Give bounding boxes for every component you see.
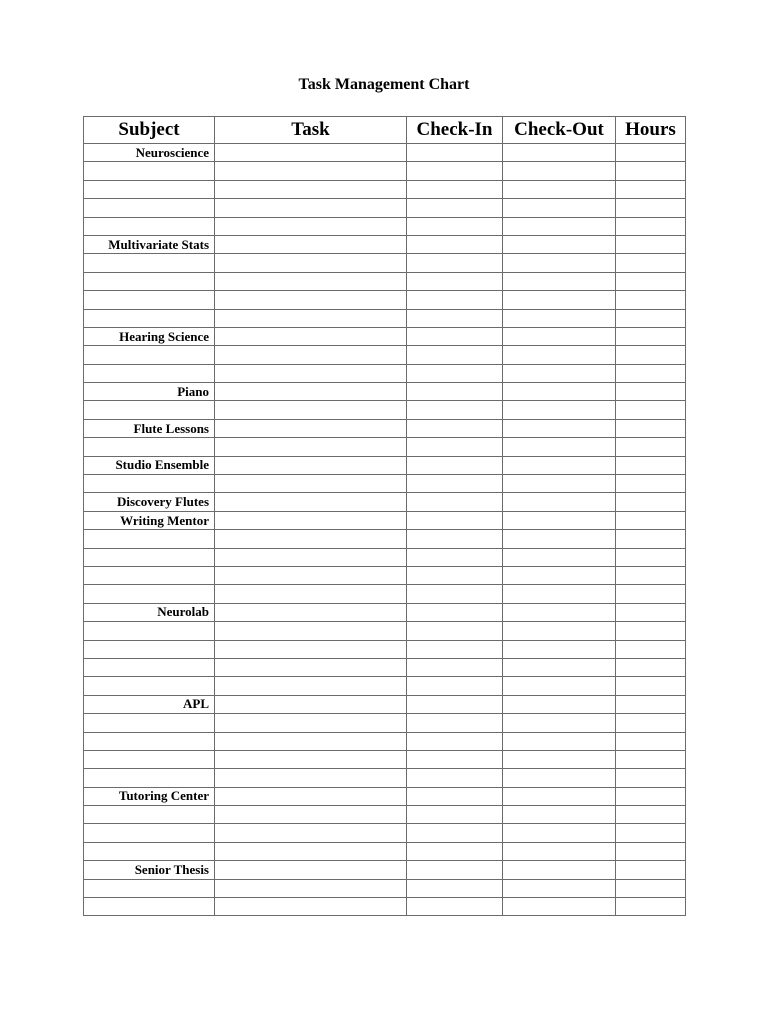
- table-row: [84, 217, 686, 235]
- hours-cell[interactable]: [616, 199, 686, 217]
- hours-cell[interactable]: [616, 327, 686, 345]
- task-cell[interactable]: [215, 475, 407, 493]
- check-out-cell[interactable]: [503, 898, 616, 916]
- hours-cell[interactable]: [616, 732, 686, 750]
- check-out-cell[interactable]: [503, 346, 616, 364]
- subject-cell: APL: [84, 695, 215, 713]
- table-row: [84, 235, 686, 253]
- task-cell[interactable]: [215, 327, 407, 345]
- table-row: [84, 199, 686, 217]
- table-row: [84, 769, 686, 787]
- check-out-cell[interactable]: [503, 511, 616, 529]
- subject-cell: Studio Ensemble: [84, 456, 215, 474]
- check-in-cell[interactable]: [407, 144, 503, 162]
- table-row: [84, 824, 686, 842]
- table-row: [84, 603, 686, 621]
- subject-cell: [84, 530, 215, 548]
- check-out-cell[interactable]: [503, 180, 616, 198]
- table-row: [84, 898, 686, 916]
- hours-cell[interactable]: [616, 162, 686, 180]
- check-in-cell[interactable]: [407, 438, 503, 456]
- task-cell[interactable]: [215, 695, 407, 713]
- table-row: [84, 327, 686, 345]
- column-header-task: Task: [215, 117, 407, 144]
- check-out-cell[interactable]: [503, 254, 616, 272]
- subject-cell: Discovery Flutes: [84, 493, 215, 511]
- hours-cell[interactable]: [616, 658, 686, 676]
- hours-cell[interactable]: [616, 806, 686, 824]
- subject-cell: [84, 438, 215, 456]
- table-row: [84, 493, 686, 511]
- check-out-cell[interactable]: [503, 769, 616, 787]
- task-cell[interactable]: [215, 603, 407, 621]
- table-row: [84, 346, 686, 364]
- check-out-cell[interactable]: [503, 530, 616, 548]
- task-cell[interactable]: [215, 254, 407, 272]
- hours-cell[interactable]: [616, 272, 686, 290]
- subject-cell: [84, 750, 215, 768]
- hours-cell[interactable]: [616, 144, 686, 162]
- column-header-check-out: Check-Out: [503, 117, 616, 144]
- check-in-cell[interactable]: [407, 769, 503, 787]
- check-out-cell[interactable]: [503, 493, 616, 511]
- table-row: [84, 879, 686, 897]
- hours-cell[interactable]: [616, 879, 686, 897]
- check-out-cell[interactable]: [503, 309, 616, 327]
- task-cell[interactable]: [215, 714, 407, 732]
- subject-cell: [84, 346, 215, 364]
- table-row: [84, 548, 686, 566]
- check-out-cell[interactable]: [503, 842, 616, 860]
- table-row: [84, 272, 686, 290]
- check-in-cell[interactable]: [407, 879, 503, 897]
- subject-cell: [84, 732, 215, 750]
- task-cell[interactable]: [215, 162, 407, 180]
- check-in-cell[interactable]: [407, 566, 503, 584]
- check-in-cell[interactable]: [407, 364, 503, 382]
- check-out-cell[interactable]: [503, 658, 616, 676]
- task-cell[interactable]: [215, 842, 407, 860]
- subject-cell: [84, 309, 215, 327]
- hours-cell[interactable]: [616, 511, 686, 529]
- check-out-cell[interactable]: [503, 806, 616, 824]
- subject-cell: [84, 677, 215, 695]
- table-row: [84, 419, 686, 437]
- column-header-check-in: Check-In: [407, 117, 503, 144]
- hours-cell[interactable]: [616, 401, 686, 419]
- task-cell[interactable]: [215, 511, 407, 529]
- subject-cell: [84, 658, 215, 676]
- check-out-cell[interactable]: [503, 235, 616, 253]
- check-in-cell[interactable]: [407, 272, 503, 290]
- table-row: [84, 677, 686, 695]
- task-cell[interactable]: [215, 438, 407, 456]
- table-row: [84, 456, 686, 474]
- table-row: [84, 622, 686, 640]
- table-row: [84, 750, 686, 768]
- check-out-cell[interactable]: [503, 475, 616, 493]
- hours-cell[interactable]: [616, 548, 686, 566]
- check-out-cell[interactable]: [503, 566, 616, 584]
- subject-cell: [84, 254, 215, 272]
- task-cell[interactable]: [215, 493, 407, 511]
- task-cell[interactable]: [215, 401, 407, 419]
- subject-cell: Piano: [84, 383, 215, 401]
- subject-cell: [84, 824, 215, 842]
- subject-cell: [84, 291, 215, 309]
- task-cell[interactable]: [215, 750, 407, 768]
- table-row: [84, 861, 686, 879]
- task-cell[interactable]: [215, 806, 407, 824]
- check-out-cell[interactable]: [503, 640, 616, 658]
- table-row: [84, 530, 686, 548]
- check-out-cell[interactable]: [503, 714, 616, 732]
- check-out-cell[interactable]: [503, 695, 616, 713]
- table-row: [84, 695, 686, 713]
- task-cell[interactable]: [215, 364, 407, 382]
- check-in-cell[interactable]: [407, 585, 503, 603]
- subject-cell: [84, 879, 215, 897]
- table-row: [84, 180, 686, 198]
- hours-cell[interactable]: [616, 180, 686, 198]
- check-in-cell[interactable]: [407, 401, 503, 419]
- check-in-cell[interactable]: [407, 309, 503, 327]
- subject-cell: [84, 217, 215, 235]
- table-row: [84, 640, 686, 658]
- check-in-cell[interactable]: [407, 235, 503, 253]
- table-row: [84, 401, 686, 419]
- task-cell[interactable]: [215, 272, 407, 290]
- subject-cell: Flute Lessons: [84, 419, 215, 437]
- subject-cell: [84, 199, 215, 217]
- hours-cell[interactable]: [616, 640, 686, 658]
- task-cell[interactable]: [215, 235, 407, 253]
- task-cell[interactable]: [215, 640, 407, 658]
- check-out-cell[interactable]: [503, 824, 616, 842]
- hours-cell[interactable]: [616, 383, 686, 401]
- subject-cell: [84, 622, 215, 640]
- subject-cell: [84, 401, 215, 419]
- column-header-hours: Hours: [616, 117, 686, 144]
- subject-cell: [84, 272, 215, 290]
- task-cell[interactable]: [215, 456, 407, 474]
- hours-cell[interactable]: [616, 750, 686, 768]
- hours-cell[interactable]: [616, 677, 686, 695]
- hours-cell[interactable]: [616, 622, 686, 640]
- page-title: Task Management Chart: [298, 76, 470, 93]
- check-in-cell[interactable]: [407, 750, 503, 768]
- task-cell[interactable]: [215, 530, 407, 548]
- check-in-cell[interactable]: [407, 346, 503, 364]
- check-in-cell[interactable]: [407, 806, 503, 824]
- check-in-cell[interactable]: [407, 640, 503, 658]
- check-in-cell[interactable]: [407, 456, 503, 474]
- check-in-cell[interactable]: [407, 199, 503, 217]
- check-out-cell[interactable]: [503, 291, 616, 309]
- subject-cell: [84, 364, 215, 382]
- task-cell[interactable]: [215, 291, 407, 309]
- task-cell[interactable]: [215, 199, 407, 217]
- hours-cell[interactable]: [616, 842, 686, 860]
- check-in-cell[interactable]: [407, 383, 503, 401]
- check-out-cell[interactable]: [503, 364, 616, 382]
- subject-cell: [84, 162, 215, 180]
- hours-cell[interactable]: [616, 566, 686, 584]
- subject-cell: [84, 898, 215, 916]
- check-in-cell[interactable]: [407, 548, 503, 566]
- check-out-cell[interactable]: [503, 383, 616, 401]
- table-row: [84, 658, 686, 676]
- hours-cell[interactable]: [616, 824, 686, 842]
- task-cell[interactable]: [215, 419, 407, 437]
- hours-cell[interactable]: [616, 695, 686, 713]
- task-cell[interactable]: [215, 585, 407, 603]
- check-in-cell[interactable]: [407, 180, 503, 198]
- task-cell[interactable]: [215, 309, 407, 327]
- task-cell[interactable]: [215, 144, 407, 162]
- task-cell[interactable]: [215, 861, 407, 879]
- hours-cell[interactable]: [616, 603, 686, 621]
- task-cell[interactable]: [215, 677, 407, 695]
- subject-cell: Tutoring Center: [84, 787, 215, 805]
- check-in-cell[interactable]: [407, 658, 503, 676]
- check-out-cell[interactable]: [503, 438, 616, 456]
- hours-cell[interactable]: [616, 309, 686, 327]
- table-row: [84, 291, 686, 309]
- check-out-cell[interactable]: [503, 272, 616, 290]
- hours-cell[interactable]: [616, 714, 686, 732]
- table-row: [84, 511, 686, 529]
- table-row: [84, 364, 686, 382]
- check-out-cell[interactable]: [503, 750, 616, 768]
- check-out-cell[interactable]: [503, 162, 616, 180]
- task-cell[interactable]: [215, 566, 407, 584]
- subject-cell: Hearing Science: [84, 327, 215, 345]
- check-in-cell[interactable]: [407, 493, 503, 511]
- task-cell[interactable]: [215, 180, 407, 198]
- table-row: [84, 254, 686, 272]
- check-in-cell[interactable]: [407, 475, 503, 493]
- table-row: [84, 383, 686, 401]
- check-out-cell[interactable]: [503, 879, 616, 897]
- check-out-cell[interactable]: [503, 732, 616, 750]
- check-out-cell[interactable]: [503, 603, 616, 621]
- check-in-cell[interactable]: [407, 787, 503, 805]
- subject-cell: Senior Thesis: [84, 861, 215, 879]
- check-in-cell[interactable]: [407, 898, 503, 916]
- check-in-cell[interactable]: [407, 732, 503, 750]
- check-out-cell[interactable]: [503, 217, 616, 235]
- subject-cell: [84, 548, 215, 566]
- hours-cell[interactable]: [616, 217, 686, 235]
- hours-cell[interactable]: [616, 493, 686, 511]
- column-header-subject: Subject: [84, 117, 215, 144]
- task-table: [83, 116, 686, 916]
- check-in-cell[interactable]: [407, 419, 503, 437]
- task-cell[interactable]: [215, 787, 407, 805]
- check-in-cell[interactable]: [407, 842, 503, 860]
- task-cell[interactable]: [215, 769, 407, 787]
- task-cell[interactable]: [215, 879, 407, 897]
- table-row: [84, 585, 686, 603]
- subject-cell: [84, 714, 215, 732]
- hours-cell[interactable]: [616, 787, 686, 805]
- check-out-cell[interactable]: [503, 548, 616, 566]
- table-row: [84, 806, 686, 824]
- hours-cell[interactable]: [616, 861, 686, 879]
- check-in-cell[interactable]: [407, 622, 503, 640]
- table-row: [84, 438, 686, 456]
- check-out-cell[interactable]: [503, 199, 616, 217]
- check-in-cell[interactable]: [407, 695, 503, 713]
- check-in-cell[interactable]: [407, 162, 503, 180]
- check-out-cell[interactable]: [503, 677, 616, 695]
- task-cell[interactable]: [215, 824, 407, 842]
- subject-cell: [84, 806, 215, 824]
- check-out-cell[interactable]: [503, 327, 616, 345]
- subject-cell: [84, 640, 215, 658]
- subject-cell: [84, 475, 215, 493]
- table-row: [84, 714, 686, 732]
- check-in-cell[interactable]: [407, 327, 503, 345]
- check-in-cell[interactable]: [407, 530, 503, 548]
- check-in-cell[interactable]: [407, 603, 503, 621]
- hours-cell[interactable]: [616, 291, 686, 309]
- check-out-cell[interactable]: [503, 401, 616, 419]
- check-in-cell[interactable]: [407, 511, 503, 529]
- task-cell[interactable]: [215, 622, 407, 640]
- subject-cell: Writing Mentor: [84, 511, 215, 529]
- hours-cell[interactable]: [616, 346, 686, 364]
- check-in-cell[interactable]: [407, 677, 503, 695]
- subject-cell: [84, 842, 215, 860]
- check-in-cell[interactable]: [407, 861, 503, 879]
- table-row: [84, 309, 686, 327]
- task-cell[interactable]: [215, 898, 407, 916]
- subject-cell: [84, 769, 215, 787]
- hours-cell[interactable]: [616, 235, 686, 253]
- subject-cell: Neurolab: [84, 603, 215, 621]
- hours-cell[interactable]: [616, 456, 686, 474]
- check-in-cell[interactable]: [407, 254, 503, 272]
- task-cell[interactable]: [215, 383, 407, 401]
- check-out-cell[interactable]: [503, 622, 616, 640]
- header-row: [84, 117, 686, 144]
- check-out-cell[interactable]: [503, 144, 616, 162]
- task-cell[interactable]: [215, 346, 407, 364]
- check-out-cell[interactable]: [503, 585, 616, 603]
- subject-cell: Multivariate Stats: [84, 235, 215, 253]
- check-out-cell[interactable]: [503, 861, 616, 879]
- table-row: [84, 787, 686, 805]
- hours-cell[interactable]: [616, 530, 686, 548]
- hours-cell[interactable]: [616, 898, 686, 916]
- check-out-cell[interactable]: [503, 787, 616, 805]
- hours-cell[interactable]: [616, 475, 686, 493]
- hours-cell[interactable]: [616, 364, 686, 382]
- hours-cell[interactable]: [616, 769, 686, 787]
- table-row: [84, 162, 686, 180]
- hours-cell[interactable]: [616, 419, 686, 437]
- table-row: [84, 144, 686, 162]
- subject-cell: [84, 585, 215, 603]
- task-cell[interactable]: [215, 732, 407, 750]
- check-in-cell[interactable]: [407, 217, 503, 235]
- table-body: [84, 144, 686, 916]
- table-row: [84, 566, 686, 584]
- table-row: [84, 475, 686, 493]
- table-row: [84, 732, 686, 750]
- check-in-cell[interactable]: [407, 291, 503, 309]
- check-out-cell[interactable]: [503, 419, 616, 437]
- hours-cell[interactable]: [616, 585, 686, 603]
- subject-cell: [84, 566, 215, 584]
- task-cell[interactable]: [215, 217, 407, 235]
- subject-cell: Neuroscience: [84, 144, 215, 162]
- hours-cell[interactable]: [616, 254, 686, 272]
- check-out-cell[interactable]: [503, 456, 616, 474]
- task-cell[interactable]: [215, 548, 407, 566]
- check-in-cell[interactable]: [407, 714, 503, 732]
- hours-cell[interactable]: [616, 438, 686, 456]
- subject-cell: [84, 180, 215, 198]
- task-cell[interactable]: [215, 658, 407, 676]
- table-row: [84, 842, 686, 860]
- check-in-cell[interactable]: [407, 824, 503, 842]
